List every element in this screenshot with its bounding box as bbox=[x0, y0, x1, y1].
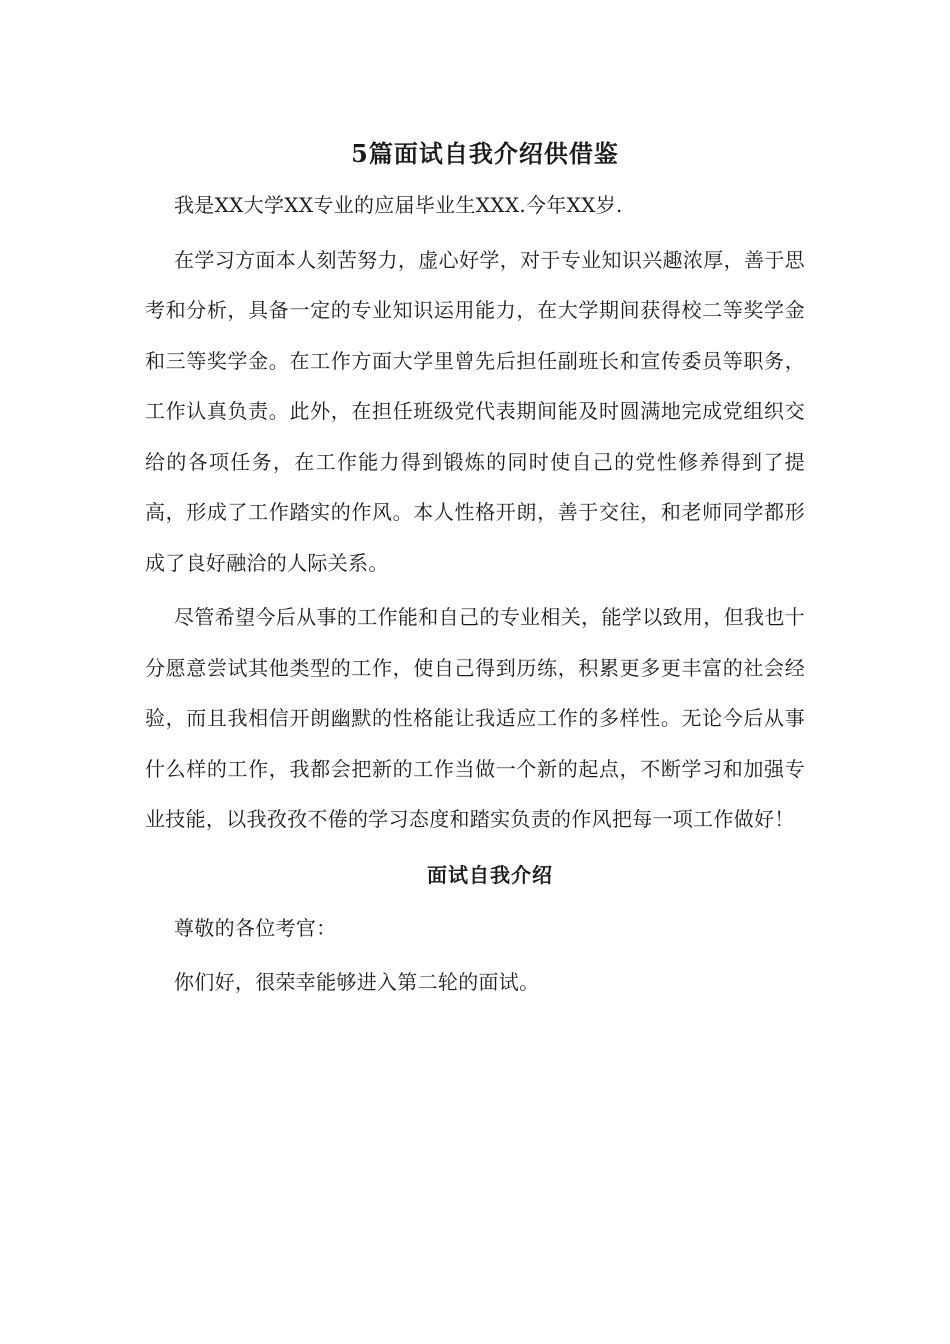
paragraph-intro: 我是XX大学XX专业的应届毕业生XXX.今年XX岁. bbox=[174, 193, 623, 217]
paragraph-future-work: 尽管希望今后从事的工作能和自己的专业相关，能学以致用，但我也十分愿意尝试其他类型的工作，使自己得到历练，积累更多更丰富的社会经验，而且我相信开朗幽默的性格能让我适应工作的多样性。无论今后从事什么样的工作，我都会把新的工作当做一个新的起点，不断学习和加强专业技能，以我孜孜不倦的学习态度和踏实负责的作风把每一项工作做好！ bbox=[145, 605, 805, 831]
paragraph-opening: 你们好，很荣幸能够进入第二轮的面试。 bbox=[174, 970, 540, 994]
paragraph-greeting: 尊敬的各位考官： bbox=[174, 915, 337, 940]
document-title: 5篇面试自我介绍供借鉴 bbox=[351, 139, 619, 168]
section-subtitle: 面试自我介绍 bbox=[427, 862, 553, 887]
document-page bbox=[145, 128, 805, 1008]
paragraph-study-work: 在学习方面本人刻苦努力，虚心好学，对于专业知识兴趣浓厚，善于思考和分析，具备一定的专业知识运用能力，在大学期间获得校二等奖学金和三等奖学金。在工作方面大学里曾先后担任副班长和宣传委员等职务，工作认真负责。此外，在担任班级党代表期间能及时圆满地完成党组织交给的各项任务，在工作能力得到锻炼的同时使自己的党性修养得到了提高，形成了工作踏实的作风。本人性格开朗，善于交往，和老师同学都形成了良好融洽的人际关系。 bbox=[145, 247, 805, 575]
